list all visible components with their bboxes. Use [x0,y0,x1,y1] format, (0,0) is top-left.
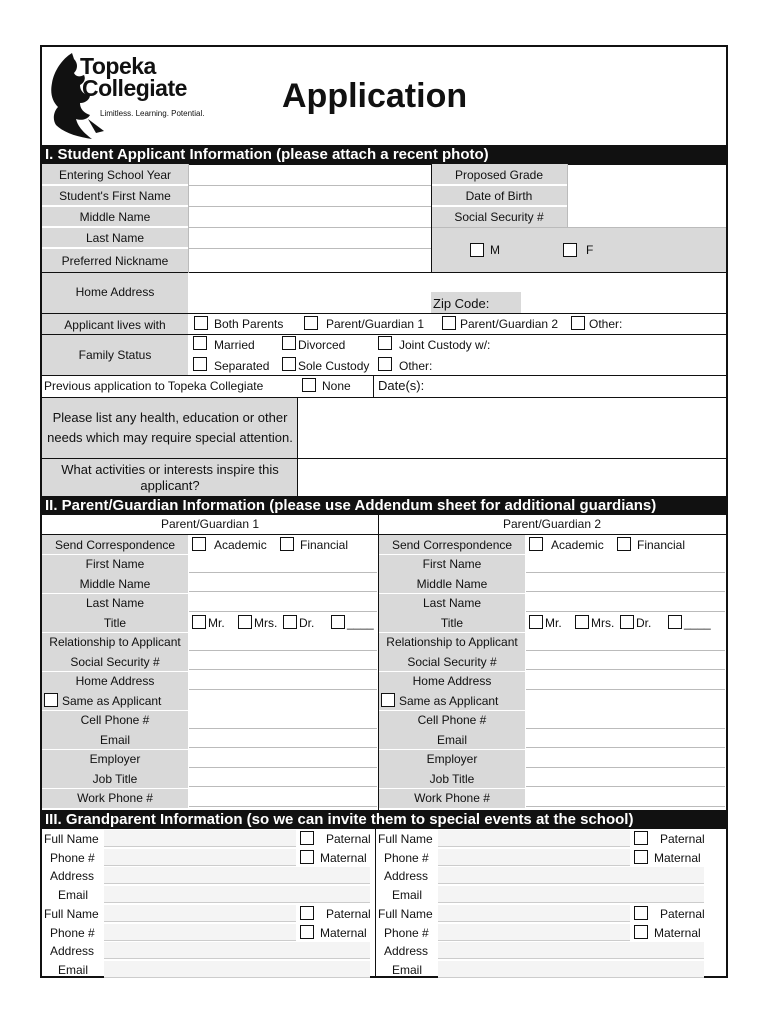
g2-home-address-label: Home Address [412,674,492,688]
gp2-maternal-checkbox[interactable] [634,850,648,864]
g2-home-address-line2-input[interactable] [526,691,725,709]
gp1-paternal-label: Paternal [326,832,371,846]
section-1-heading: I. Student Applicant Information (please attach a recent photo) [42,145,726,164]
guardian1-heading: Parent/Guardian 1 [160,517,260,531]
g1-financial-checkbox[interactable] [280,537,294,551]
date-of-birth-input[interactable] [568,186,725,205]
label-entering-school-year: Entering School Year [58,168,172,182]
status-sole-custody-label: Sole Custody [298,359,370,373]
gp4-phone-input[interactable] [438,924,630,941]
status-other-checkbox[interactable] [378,357,392,371]
g1-title-option-1-label: Mrs. [254,616,278,630]
gp4-address-input[interactable] [438,942,704,959]
gp2-paternal-label: Paternal [660,832,705,846]
g2-social-security-label: Social Security # [407,654,497,669]
label-dates: Date(s): [378,378,425,393]
gp3-email-label: Email [58,963,89,978]
needs-textarea[interactable] [298,398,725,458]
status-joint-custody-checkbox[interactable] [378,336,392,350]
g2-employer-label: Employer [426,752,478,766]
g1-title-option-0-checkbox[interactable] [192,615,206,629]
gp2-phone-input[interactable] [438,849,630,866]
lives-guardian2-checkbox[interactable] [442,316,456,330]
g1-title-option-2-label: Dr. [299,616,315,630]
gp2-email-input[interactable] [438,886,704,903]
label-previous-application: Previous application to Topeka Collegiate [44,379,264,393]
gp3-phone-label: Phone # [50,925,95,940]
g1-cell-phone-label: Cell Phone # [80,713,150,727]
g1-job-title-label: Job Title [92,771,138,786]
g1-title-option-0-label: Mr. [208,616,225,630]
gender-m-label: M [490,243,500,257]
school-tagline: Limitless. Learning. Potential. [100,109,205,118]
g2-relationship-to-applicant-input[interactable] [526,633,725,651]
gp3-address-input[interactable] [104,942,370,959]
gp3-paternal-label: Paternal [326,907,371,921]
g1-home-address-label: Home Address [75,674,155,688]
g2-academic-checkbox[interactable] [529,537,543,551]
g1-title-option-3-checkbox[interactable] [331,615,345,629]
lives-other-label: Other: [589,317,623,331]
g1-first-name-input[interactable] [189,555,377,573]
status-separated-checkbox[interactable] [193,357,207,371]
previous-none-checkbox[interactable] [302,378,316,392]
gp4-maternal-checkbox[interactable] [634,925,648,939]
g2-title-option-1-checkbox[interactable] [575,615,589,629]
logo [42,47,212,143]
gp1-address-input[interactable] [104,867,370,884]
g1-social-security-label: Social Security # [70,654,160,669]
g1-home-address-line2-input[interactable] [189,691,377,709]
g1-job-title-input[interactable] [189,769,377,787]
g1-academic-label: Academic [214,538,267,552]
g2-financial-checkbox[interactable] [617,537,631,551]
gender-f-checkbox[interactable] [563,243,577,257]
g1-cell-phone-input[interactable] [189,711,377,729]
home-address-input[interactable] [189,274,725,292]
last-name-input[interactable] [189,228,430,247]
gender-m-checkbox[interactable] [470,243,484,257]
g2-work-phone-input[interactable] [526,789,725,807]
gp4-full_name-label: Full Name [378,907,433,921]
school-name-line2: Collegiate [82,75,187,101]
g1-email-input[interactable] [189,730,377,748]
g1-title-label: Title [103,615,127,630]
g1-academic-checkbox[interactable] [192,537,206,551]
status-other-label: Other: [399,359,433,373]
lives-guardian2-label: Parent/Guardian 2 [460,317,559,331]
g2-relationship-to-applicant-label: Relationship to Applicant [386,635,518,649]
g2-job-title-input[interactable] [526,769,725,787]
g2-middle-name-input[interactable] [526,574,725,592]
status-married-label: Married [214,338,255,352]
g2-academic-label: Academic [551,538,604,552]
middle-name-input[interactable] [189,207,430,226]
gp4-address-label: Address [384,944,429,959]
gp4-email-input[interactable] [438,961,704,978]
g2-cell-phone-label: Cell Phone # [417,713,487,727]
status-separated-label: Separated [214,359,270,373]
gp3-full_name-input[interactable] [104,905,296,922]
g1-home-address-input[interactable] [189,672,377,690]
g1-email-label: Email [99,732,130,747]
school-name-line1: Topeka [80,53,156,79]
g2-title-label: Title [440,615,464,630]
label-needs-prompt: Please list any health, education or other needs which may require special attention. [47,410,293,445]
status-joint-custody-label: Joint Custody w/: [399,338,491,352]
status-divorced-label: Divorced [298,338,346,352]
g2-employer-input[interactable] [526,750,725,768]
label-preferred-nickname: Preferred Nickname [61,253,169,268]
social-security-input[interactable] [568,207,725,226]
g2-middle-name-label: Middle Name [416,576,488,591]
g1-social-security-input[interactable] [189,652,377,670]
gp1-full_name-input[interactable] [104,830,296,847]
label-proposed-grade: Proposed Grade [454,168,544,182]
g2-title-option-1-label: Mrs. [591,616,615,630]
gp1-email-label: Email [58,888,89,903]
lives-guardian1-checkbox[interactable] [304,316,318,330]
page-title: Application [282,77,468,115]
gp1-maternal-checkbox[interactable] [300,850,314,864]
label-zip-code: Zip Code: [433,296,490,311]
g1-middle-name-input[interactable] [189,574,377,592]
g1-work-phone-input[interactable] [189,789,377,807]
label-home-address: Home Address [75,285,155,299]
g2-title-option-2-checkbox[interactable] [620,615,634,629]
g2-social-security-input[interactable] [526,652,725,670]
first-name-input[interactable] [189,186,430,205]
gp2-address-input[interactable] [438,867,704,884]
gp2-full_name-label: Full Name [378,832,433,846]
gp1-email-input[interactable] [104,886,370,903]
gender-f-label: F [586,243,594,257]
g2-title-option-0-checkbox[interactable] [529,615,543,629]
gp4-paternal-checkbox[interactable] [634,906,648,920]
lives-other-checkbox[interactable] [571,316,585,330]
gp1-paternal-checkbox[interactable] [300,831,314,845]
gp1-phone-input[interactable] [104,849,296,866]
activities-textarea[interactable] [298,460,725,495]
g2-last-name-label: Last Name [422,596,482,610]
gp3-maternal-checkbox[interactable] [300,925,314,939]
gp4-maternal-label: Maternal [654,925,701,940]
gp3-phone-input[interactable] [104,924,296,941]
application-form [40,45,728,978]
g2-title-option-3-checkbox[interactable] [668,615,682,629]
g1-send-correspondence-label: Send Correspondence [54,537,176,552]
g2-work-phone-label: Work Phone # [414,791,490,805]
gp2-full_name-input[interactable] [438,830,630,847]
g2-first-name-label: First Name [422,557,482,571]
previous-none-label: None [322,379,351,393]
g1-middle-name-label: Middle Name [79,576,151,591]
status-divorced-checkbox[interactable] [282,336,296,350]
gp3-maternal-label: Maternal [320,925,367,940]
lives-both-parents-checkbox[interactable] [194,316,208,330]
label-last-name: Last Name [85,231,145,245]
gp4-full_name-input[interactable] [438,905,630,922]
gp1-address-label: Address [50,869,95,884]
lives-both-parents-label: Both Parents [214,317,284,331]
gp4-email-label: Email [392,963,423,978]
g2-send-correspondence-label: Send Correspondence [391,537,513,552]
g1-last-name-label: Last Name [85,596,145,610]
g2-email-input[interactable] [526,730,725,748]
preferred-nickname-input[interactable] [189,249,430,271]
g1-title-option-2-checkbox[interactable] [283,615,297,629]
g2-email-label: Email [436,732,467,747]
g2-cell-phone-input[interactable] [526,711,725,729]
label-middle-name: Middle Name [79,210,151,224]
g2-title-option-0-label: Mr. [545,616,562,630]
g1-last-name-input[interactable] [189,594,377,612]
gp3-paternal-checkbox[interactable] [300,906,314,920]
gp2-email-label: Email [392,888,423,903]
g1-employer-input[interactable] [189,750,377,768]
g1-relationship-to-applicant-label: Relationship to Applicant [49,635,181,649]
section-3-heading: III. Grandparent Information (so we can invite them to special events at the school) [42,810,726,829]
label-date-of-birth: Date of Birth [465,189,533,203]
guardian2-heading: Parent/Guardian 2 [502,517,602,531]
gp3-address-label: Address [50,944,95,959]
status-married-checkbox[interactable] [193,336,207,350]
gp4-phone-label: Phone # [384,925,429,940]
label-lives-with: Applicant lives with [64,317,166,332]
gp3-full_name-label: Full Name [44,907,99,921]
g1-relationship-to-applicant-input[interactable] [189,633,377,651]
zip-code-input[interactable] [522,294,725,312]
label-family-status: Family Status [78,348,152,362]
gp1-phone-label: Phone # [50,850,95,865]
entering-school-year-input[interactable] [189,165,430,184]
g2-financial-label: Financial [637,538,686,552]
g1-same-as-applicant-label: Same as Applicant [62,694,162,708]
g2-last-name-input[interactable] [526,594,725,612]
g2-title-option-2-label: Dr. [636,616,652,630]
gp2-paternal-checkbox[interactable] [634,831,648,845]
g1-title-option-1-checkbox[interactable] [238,615,252,629]
proposed-grade-input[interactable] [568,165,725,184]
gp1-maternal-label: Maternal [320,850,367,865]
lives-guardian1-label: Parent/Guardian 1 [326,317,425,331]
g2-home-address-input[interactable] [526,672,725,690]
g2-same-as-applicant-checkbox[interactable] [381,693,395,707]
g2-job-title-label: Job Title [429,771,475,786]
gp2-maternal-label: Maternal [654,850,701,865]
label-first-name: Student's First Name [59,189,171,203]
gp1-full_name-label: Full Name [44,832,99,846]
gp4-paternal-label: Paternal [660,907,705,921]
gp3-email-input[interactable] [104,961,370,978]
label-social-security: Social Security # [454,210,544,224]
g1-work-phone-label: Work Phone # [77,791,153,805]
gp2-address-label: Address [384,869,429,884]
g1-first-name-label: First Name [85,557,145,571]
g1-employer-label: Employer [89,752,141,766]
g2-same-as-applicant-label: Same as Applicant [399,694,499,708]
g2-title-option-3-label: ____ [684,616,711,630]
gp2-phone-label: Phone # [384,850,429,865]
status-sole-custody-checkbox[interactable] [282,357,296,371]
label-activities-prompt: What activities or interests inspire this applicant? [61,462,279,493]
g1-title-option-3-label: ____ [347,616,374,630]
g2-first-name-input[interactable] [526,555,725,573]
g1-same-as-applicant-checkbox[interactable] [44,693,58,707]
g1-financial-label: Financial [300,538,349,552]
section-2-heading: II. Parent/Guardian Information (please use Addendum sheet for additional guardians) [42,496,726,515]
